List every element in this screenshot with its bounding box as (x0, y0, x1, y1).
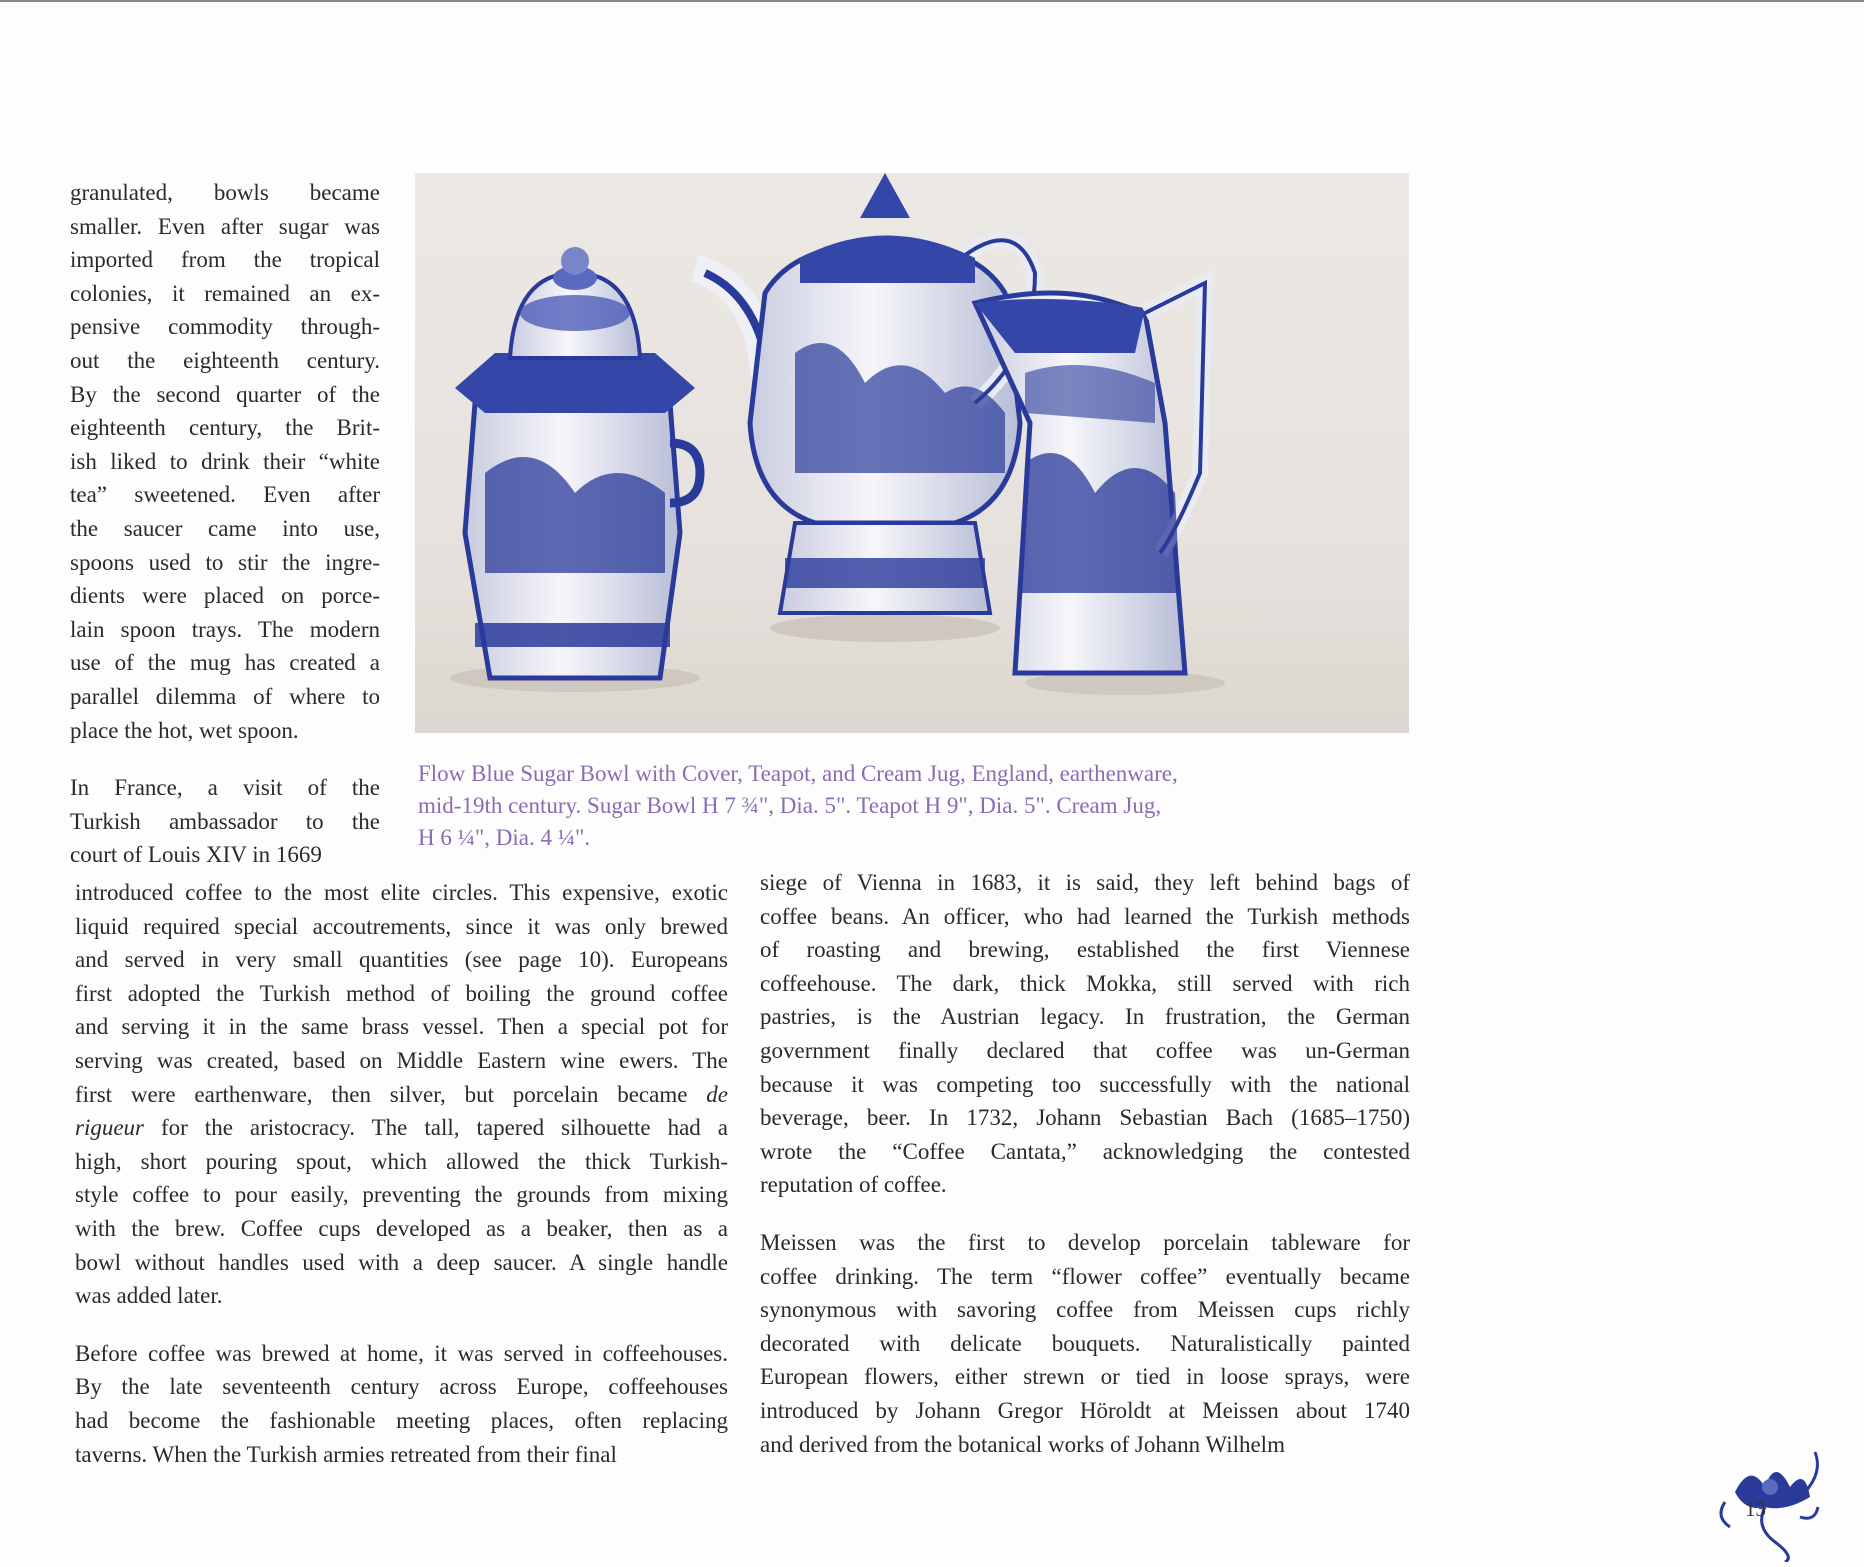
text-line: place the hot, wet spoon. (70, 717, 299, 743)
text-line (75, 1145, 728, 1179)
text-line: ish liked to drink their “white (70, 448, 380, 474)
text-span: high, short pouring spout, which allowed the thick Turkish- (75, 1148, 728, 1174)
text-line (75, 1010, 728, 1044)
text-line: the saucer came into use, (70, 515, 380, 541)
text-line: synonymous with savoring coffee from Meissen cups richly (760, 1297, 1410, 1323)
text-line: By the second quarter of the (70, 381, 380, 407)
text-line: of roasting and brewing, established the first Viennese (760, 937, 1410, 963)
text-line (75, 1178, 728, 1212)
text-line: In France, a visit of the (70, 775, 380, 801)
teapot (695, 173, 1035, 642)
text-line: granulated, bowls became (70, 180, 380, 205)
text-span: first adopted the Turkish method of boiling the ground coffee (75, 980, 728, 1006)
text-line (75, 1279, 728, 1313)
text-line (75, 910, 728, 944)
text-line: coffeehouse. The dark, thick Mokka, still served with rich (760, 970, 1410, 996)
italic-term: de (706, 1081, 728, 1107)
paragraph-sugar (70, 176, 380, 747)
text-line: use of the mug has created a (70, 650, 380, 676)
text-span: serving was created, based on Middle Eastern wine ewers. The (75, 1047, 728, 1073)
paragraph-france-cont (75, 876, 728, 1313)
text-line: imported from the tropical (70, 247, 380, 273)
text-line (75, 943, 728, 977)
text-line (75, 1111, 728, 1145)
text-span: and served in very small quantities (see page 10). Europeans (75, 947, 728, 973)
text-line: dients were placed on porce- (70, 583, 380, 609)
text-line (75, 1078, 728, 1112)
paragraph-meissen (760, 1226, 1410, 1461)
text-line: and derived from the botanical works of Johann Wilhelm (760, 1431, 1285, 1457)
text-line: eighteenth century, the Brit- (70, 415, 380, 441)
text-line: mid-19th century. Sugar Bowl H 7 ¾", Dia. 5". Teapot H 9", Dia. 5". Cream Jug, (418, 793, 1162, 818)
text-span: first were earthenware, then silver, but porcelain became (75, 1081, 688, 1107)
text-line: coffee beans. An officer, who had learned the Turkish methods (760, 903, 1410, 929)
photo-flow-blue-set (415, 173, 1409, 733)
text-line: government finally declared that coffee was un-German (760, 1037, 1410, 1063)
paragraph-vienna (760, 866, 1410, 1202)
page-number: 13 (1745, 1497, 1766, 1521)
text-line: H 6 ¼", Dia. 4 ¼". (418, 825, 591, 850)
scan-edge (0, 0, 1864, 2)
text-line: had become the fashionable meeting places, often replacing (75, 1407, 728, 1433)
text-span: bowl without handles used with a deep saucer. A single handle (75, 1249, 728, 1275)
text-span: with the brew. Coffee cups developed as a beaker, then as a (75, 1215, 728, 1241)
text-line: Before coffee was brewed at home, it was served in coffeehouses. (75, 1340, 728, 1366)
text-line (75, 876, 728, 910)
text-line: Flow Blue Sugar Bowl with Cover, Teapot, and Cream Jug, England, earthenware, (418, 761, 1178, 786)
text-line (75, 1044, 728, 1078)
paragraph-france-intro (70, 771, 380, 872)
text-line (75, 977, 728, 1011)
text-line: lain spoon trays. The modern (70, 616, 380, 642)
text-line: pastries, is the Austrian legacy. In frustration, the German (760, 1004, 1410, 1030)
text-line: introduced by Johann Gregor Höroldt at Meissen about 1740 (760, 1397, 1410, 1423)
text-line: Turkish ambassador to the (70, 808, 380, 834)
text-line (75, 1212, 728, 1246)
text-span: style coffee to pour easily, preventing the grounds from mixing (75, 1182, 728, 1208)
text-line: spoons used to stir the ingre- (70, 549, 380, 575)
text-span: for the aristocracy. The tall, tapered silhouette had a (144, 1115, 728, 1141)
text-line (75, 1246, 728, 1280)
paragraph-coffeehouses (75, 1337, 728, 1471)
text-line: wrote the “Coffee Cantata,” acknowledging the contested (760, 1138, 1410, 1164)
text-line: siege of Vienna in 1683, it is said, they left behind bags of (760, 870, 1410, 895)
text-line: colonies, it remained an ex- (70, 280, 380, 306)
text-line: tea” sweetened. Even after (70, 482, 380, 508)
text-line: court of Louis XIV in 1669 (70, 842, 322, 868)
text-span: and serving it in the same brass vessel. Then a special pot for (75, 1014, 728, 1040)
text-line: taverns. When the Turkish armies retreated from their final (75, 1441, 617, 1467)
left-column-body (75, 876, 728, 1471)
cream-jug (975, 283, 1225, 695)
text-line: decorated with delicate bouquets. Naturalistically painted (760, 1330, 1410, 1356)
text-line: out the eighteenth century. (70, 347, 380, 373)
text-span: introduced coffee to the most elite circles. This expensive, exotic (75, 880, 728, 905)
text-line: Meissen was the first to develop porcelain tableware for (760, 1229, 1410, 1255)
text-line: European flowers, either strewn or tied in loose sprays, were (760, 1364, 1410, 1390)
text-line: parallel dilemma of where to (70, 683, 380, 709)
text-line: because it was competing too successfully with the national (760, 1071, 1410, 1097)
text-span: was added later. (75, 1283, 223, 1309)
sugar-bowl (450, 247, 700, 692)
floral-ornament-icon (1715, 1432, 1825, 1567)
text-line: reputation of coffee. (760, 1172, 947, 1198)
text-line: pensive commodity through- (70, 314, 380, 340)
text-line: coffee drinking. The term “flower coffee” eventually became (760, 1263, 1410, 1289)
caption-lines (418, 758, 1358, 854)
right-column-body (760, 866, 1410, 1461)
left-column-narrow (70, 176, 380, 872)
text-span: liquid required special accoutrements, since it was only brewed (75, 913, 728, 939)
italic-term: rigueur (75, 1115, 144, 1141)
text-line: beverage, beer. In 1732, Johann Sebastian Bach (1685–1750) (760, 1105, 1410, 1131)
text-line: smaller. Even after sugar was (70, 213, 380, 239)
text-line: By the late seventeenth century across Europe, coffeehouses (75, 1374, 728, 1400)
